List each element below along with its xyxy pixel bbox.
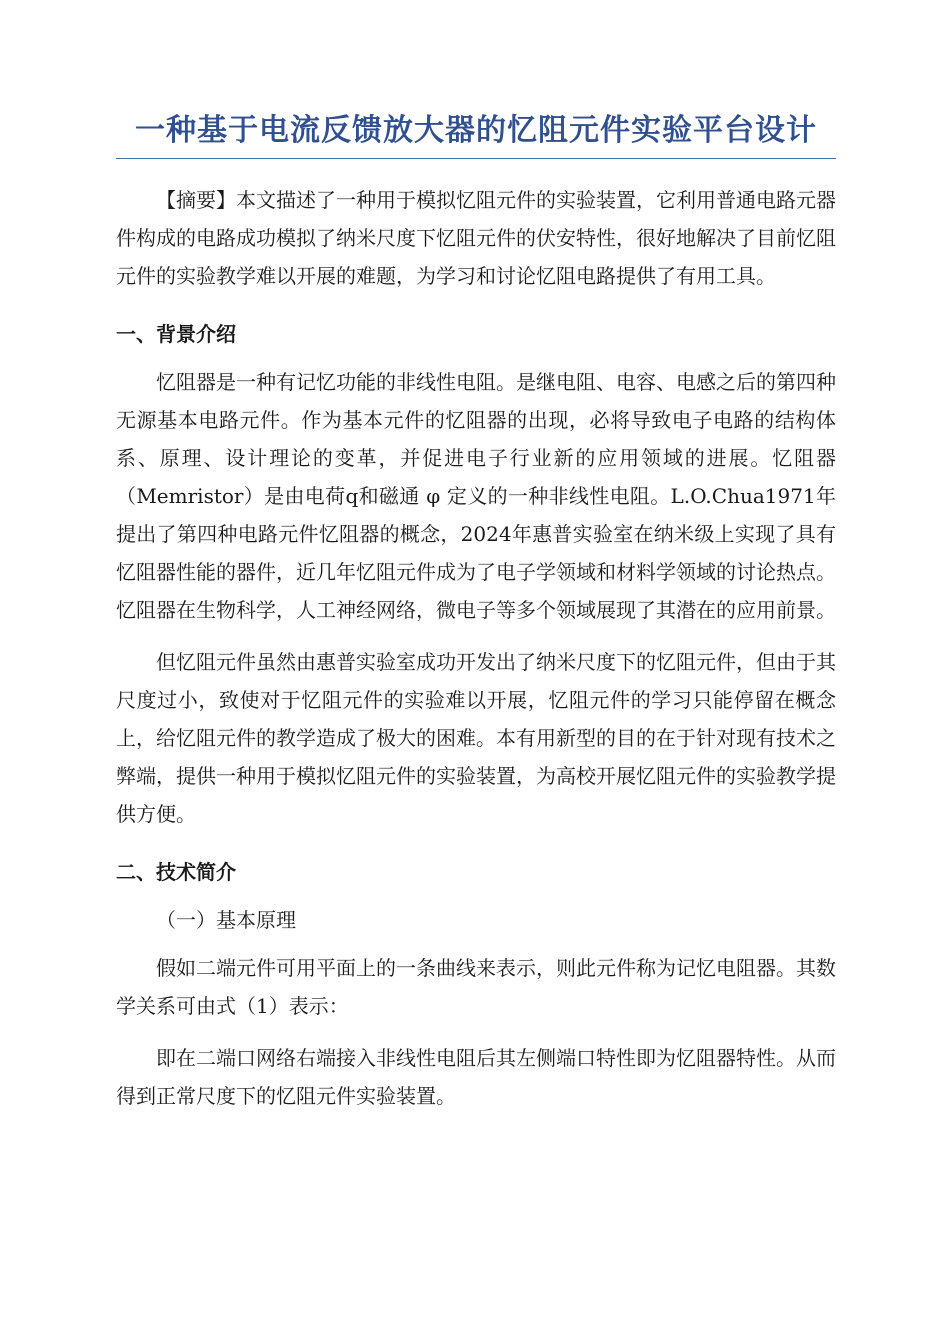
background-paragraph-1: 忆阻器是一种有记忆功能的非线性电阻。是继电阻、电容、电感之后的第四种无源基本电路元件。作为基本元件的忆阻器的出现，必将导致电子电路的结构体系、原理、设计理论的变革，并促进电子行业新的应用领域的进展。忆阻器（Memristor）是由电荷q和磁通 φ 定义的一种非线性电阻。L.O.Chua1971年提出了第四种电路元件忆阻器的概念，2024年惠普实验室在纳米级上实现了具有忆阻器性能的器件，近几年忆阻元件成为了电子学领域和材料学领域的讨论热点。忆阻器在生物科学，人工神经网络，微电子等多个领域展现了其潜在的应用前景。 <box>116 370 836 622</box>
abstract-paragraph: 【摘要】本文描述了一种用于模拟忆阻元件的实验装置，它利用普通电路元器件构成的电路成功模拟了纳米尺度下忆阻元件的伏安特性，很好地解决了目前忆阻元件的实验教学难以开展的难题，为学习和讨论忆阻电路提供了有用工具。 <box>116 188 836 288</box>
section-heading-technology: 二、技术简介 <box>116 860 236 884</box>
principle-paragraph-1: 假如二端元件可用平面上的一条曲线来表示，则此元件称为记忆电阻器。其数学关系可由式（1）表示： <box>116 956 836 1018</box>
subsection-heading-principle: （一）基本原理 <box>156 908 296 932</box>
section-heading-background: 一、背景介绍 <box>116 322 236 346</box>
document-page <box>116 110 836 1115</box>
document-title: 一种基于电流反馈放大器的忆阻元件实验平台设计 <box>116 110 836 159</box>
principle-paragraph-2: 即在二端口网络右端接入非线性电阻后其左侧端口特性即为忆阻器特性。从而得到正常尺度下的忆阻元件实验装置。 <box>116 1046 836 1108</box>
background-paragraph-2: 但忆阻元件虽然由惠普实验室成功开发出了纳米尺度下的忆阻元件，但由于其尺度过小，致使对于忆阻元件的实验难以开展，忆阻元件的学习只能停留在概念上，给忆阻元件的教学造成了极大的困难。本有用新型的目的在于针对现有技术之弊端，提供一种用于模拟忆阻元件的实验装置，为高校开展忆阻元件的实验教学提供方便。 <box>116 650 836 826</box>
